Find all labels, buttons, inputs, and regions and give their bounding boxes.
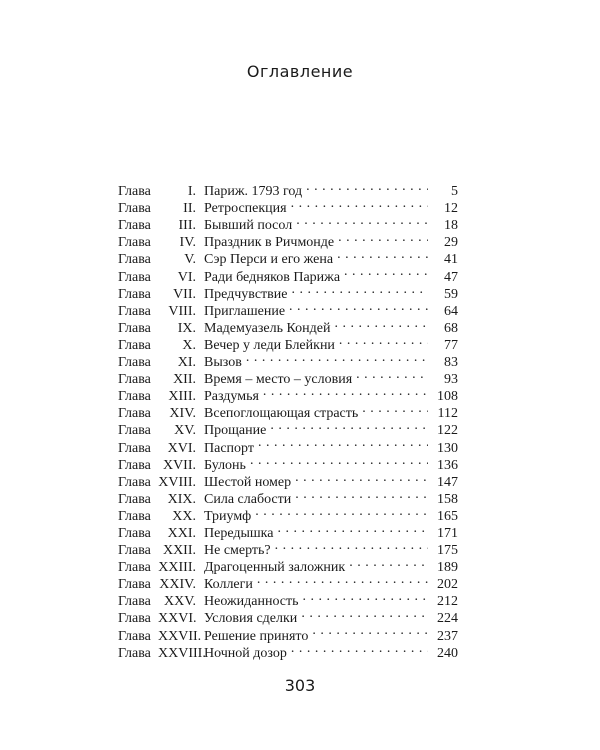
chapter-number: XXVI.: [158, 611, 197, 627]
chapter-word: Глава: [118, 543, 151, 559]
dot-leader: [338, 229, 428, 246]
chapter-page: 212: [437, 594, 458, 610]
chapter-word: Глава: [118, 201, 151, 217]
chapter-title: Мадемуазель Кондей: [204, 320, 331, 336]
chapter-page: 18: [444, 218, 458, 234]
chapter-title: Прощание: [204, 423, 267, 439]
chapter-number: XXV.: [163, 594, 196, 610]
chapter-page: 12: [444, 201, 458, 217]
dot-leader: [312, 622, 428, 639]
chapter-page: 237: [437, 628, 458, 644]
chapter-number: V.: [184, 252, 196, 268]
chapter-page: 202: [437, 577, 458, 593]
chapter-page: 130: [437, 440, 458, 456]
chapter-word: Глава: [118, 440, 151, 456]
chapter-word: Глава: [118, 355, 151, 371]
chapter-number: XX.: [172, 508, 196, 524]
chapter-number: XVII.: [162, 457, 196, 473]
chapter-title: Приглашение: [204, 303, 286, 319]
chapter-word: Глава: [118, 269, 151, 285]
dot-leader: [291, 640, 428, 657]
chapter-title: Условия сделки: [204, 611, 298, 627]
chapter-word: Глава: [118, 645, 151, 661]
dot-leader: [296, 212, 428, 229]
chapter-title: Не смерть?: [204, 543, 271, 559]
chapter-page: 240: [437, 645, 458, 661]
chapter-word: Глава: [118, 320, 151, 336]
page-number: 303: [284, 676, 316, 695]
chapter-title: Шестой номер: [204, 474, 292, 490]
chapter-number: II.: [183, 201, 196, 217]
chapter-number: I.: [187, 184, 196, 200]
chapter-page: 29: [444, 235, 458, 251]
chapter-title: Ради бедняков Парижа: [204, 269, 341, 285]
dot-leader: [356, 366, 428, 383]
chapter-word: Глава: [118, 594, 151, 610]
chapter-title: Праздник в Ричмонде: [204, 235, 335, 251]
dot-leader: [277, 520, 428, 537]
chapter-title: Триумф: [204, 508, 252, 524]
chapter-word: Глава: [118, 423, 151, 439]
dot-leader: [344, 263, 428, 280]
dot-leader: [334, 315, 428, 332]
toc-entry: [118, 178, 458, 200]
chapter-word: Глава: [118, 286, 151, 302]
dot-leader: [295, 486, 428, 503]
chapter-page: 147: [437, 474, 458, 490]
chapter-page: 77: [444, 337, 458, 353]
chapter-title: Сила слабости: [204, 491, 292, 507]
chapter-word: Глава: [118, 577, 151, 593]
chapter-title: Драгоценный заложник: [204, 560, 346, 576]
chapter-page: 83: [444, 355, 458, 371]
chapter-word: Глава: [118, 611, 151, 627]
dot-leader: [291, 195, 428, 212]
dot-leader: [289, 298, 428, 315]
chapter-word: Глава: [118, 525, 151, 541]
chapter-number: XXII.: [162, 543, 196, 559]
chapter-title: Вызов: [204, 355, 242, 371]
chapter-page: 112: [437, 406, 458, 422]
chapter-number: XXI.: [167, 525, 196, 541]
chapter-number: VII.: [173, 286, 196, 302]
chapter-number: XIV.: [169, 406, 196, 422]
dot-leader: [337, 246, 428, 263]
chapter-word: Глава: [118, 184, 151, 200]
chapter-title: Предчувствие: [204, 286, 288, 302]
chapter-page: 59: [444, 286, 458, 302]
chapter-title: Неожиданность: [204, 594, 299, 610]
chapter-word: Глава: [118, 389, 151, 405]
dot-leader: [301, 605, 428, 622]
chapter-number: III.: [178, 218, 196, 234]
chapter-page: 136: [437, 457, 458, 473]
dot-leader: [291, 281, 428, 298]
chapter-word: Глава: [118, 474, 151, 490]
chapter-title: Паспорт: [204, 440, 254, 456]
chapter-number: XXVIII.: [158, 645, 206, 661]
chapter-title: Вечер у леди Блейкни: [204, 337, 335, 353]
chapter-page: 122: [437, 423, 458, 439]
chapter-number: XV.: [174, 423, 196, 439]
chapter-title: Ретроспекция: [204, 201, 287, 217]
dot-leader: [263, 383, 428, 400]
chapter-number: VIII.: [168, 303, 196, 319]
chapter-number: XIX.: [167, 491, 196, 507]
chapter-title: Коллеги: [204, 577, 253, 593]
chapter-number: XII.: [173, 372, 196, 388]
chapter-number: XIII.: [168, 389, 196, 405]
chapter-word: Глава: [118, 628, 151, 644]
chapter-word: Глава: [118, 560, 151, 576]
toc-heading: Оглавление: [246, 62, 354, 81]
dot-leader: [275, 537, 428, 554]
chapter-word: Глава: [118, 372, 151, 388]
dot-leader: [306, 178, 428, 195]
chapter-page: 224: [437, 611, 458, 627]
chapter-page: 41: [444, 252, 458, 268]
chapter-number: XXVII.: [158, 628, 202, 644]
dot-leader: [362, 400, 428, 417]
chapter-word: Глава: [118, 252, 151, 268]
chapter-page: 165: [437, 508, 458, 524]
dot-leader: [270, 417, 428, 434]
chapter-page: 64: [444, 303, 458, 319]
chapter-title: Всепоглощающая страсть: [204, 406, 359, 422]
dot-leader: [349, 554, 428, 571]
chapter-word: Глава: [118, 218, 151, 234]
chapter-title: Бывший посол: [204, 218, 293, 234]
chapter-number: XXIII.: [158, 560, 196, 576]
dot-leader: [257, 571, 428, 588]
chapter-word: Глава: [118, 457, 151, 473]
chapter-word: Глава: [118, 406, 151, 422]
chapter-title: Решение принято: [204, 628, 309, 644]
chapter-page: 158: [437, 491, 458, 507]
chapter-page: 47: [444, 269, 458, 285]
chapter-page: 108: [437, 389, 458, 405]
chapter-number: XI.: [177, 355, 196, 371]
chapter-page: 175: [437, 543, 458, 559]
chapter-page: 171: [437, 525, 458, 541]
chapter-title: Передышка: [204, 525, 274, 541]
chapter-title: Булонь: [204, 457, 246, 473]
dot-leader: [258, 434, 428, 451]
chapter-number: XVI.: [167, 440, 196, 456]
chapter-title: Ночной дозор: [204, 645, 287, 661]
chapter-word: Глава: [118, 491, 151, 507]
chapter-page: 5: [451, 184, 458, 200]
chapter-number: IX.: [177, 320, 196, 336]
chapter-title: Париж. 1793 год: [204, 184, 303, 200]
chapter-number: X.: [182, 337, 196, 353]
chapter-title: Раздумья: [204, 389, 259, 405]
chapter-page: 93: [444, 372, 458, 388]
dot-leader: [246, 349, 428, 366]
dot-leader: [303, 588, 428, 605]
chapter-number: IV.: [179, 235, 196, 251]
dot-leader: [255, 503, 428, 520]
dot-leader: [339, 332, 428, 349]
chapter-word: Глава: [118, 235, 151, 251]
dot-leader: [295, 469, 428, 486]
chapter-title: Время – место – условия: [204, 372, 353, 388]
chapter-page: 189: [437, 560, 458, 576]
table-of-contents: [118, 178, 458, 661]
chapter-number: XVIII.: [158, 474, 196, 490]
chapter-number: VI.: [177, 269, 196, 285]
chapter-page: 68: [444, 320, 458, 336]
chapter-word: Глава: [118, 508, 151, 524]
chapter-word: Глава: [118, 337, 151, 353]
chapter-word: Глава: [118, 303, 151, 319]
chapter-number: XXIV.: [159, 577, 196, 593]
chapter-title: Сэр Перси и его жена: [204, 252, 334, 268]
dot-leader: [250, 452, 428, 469]
